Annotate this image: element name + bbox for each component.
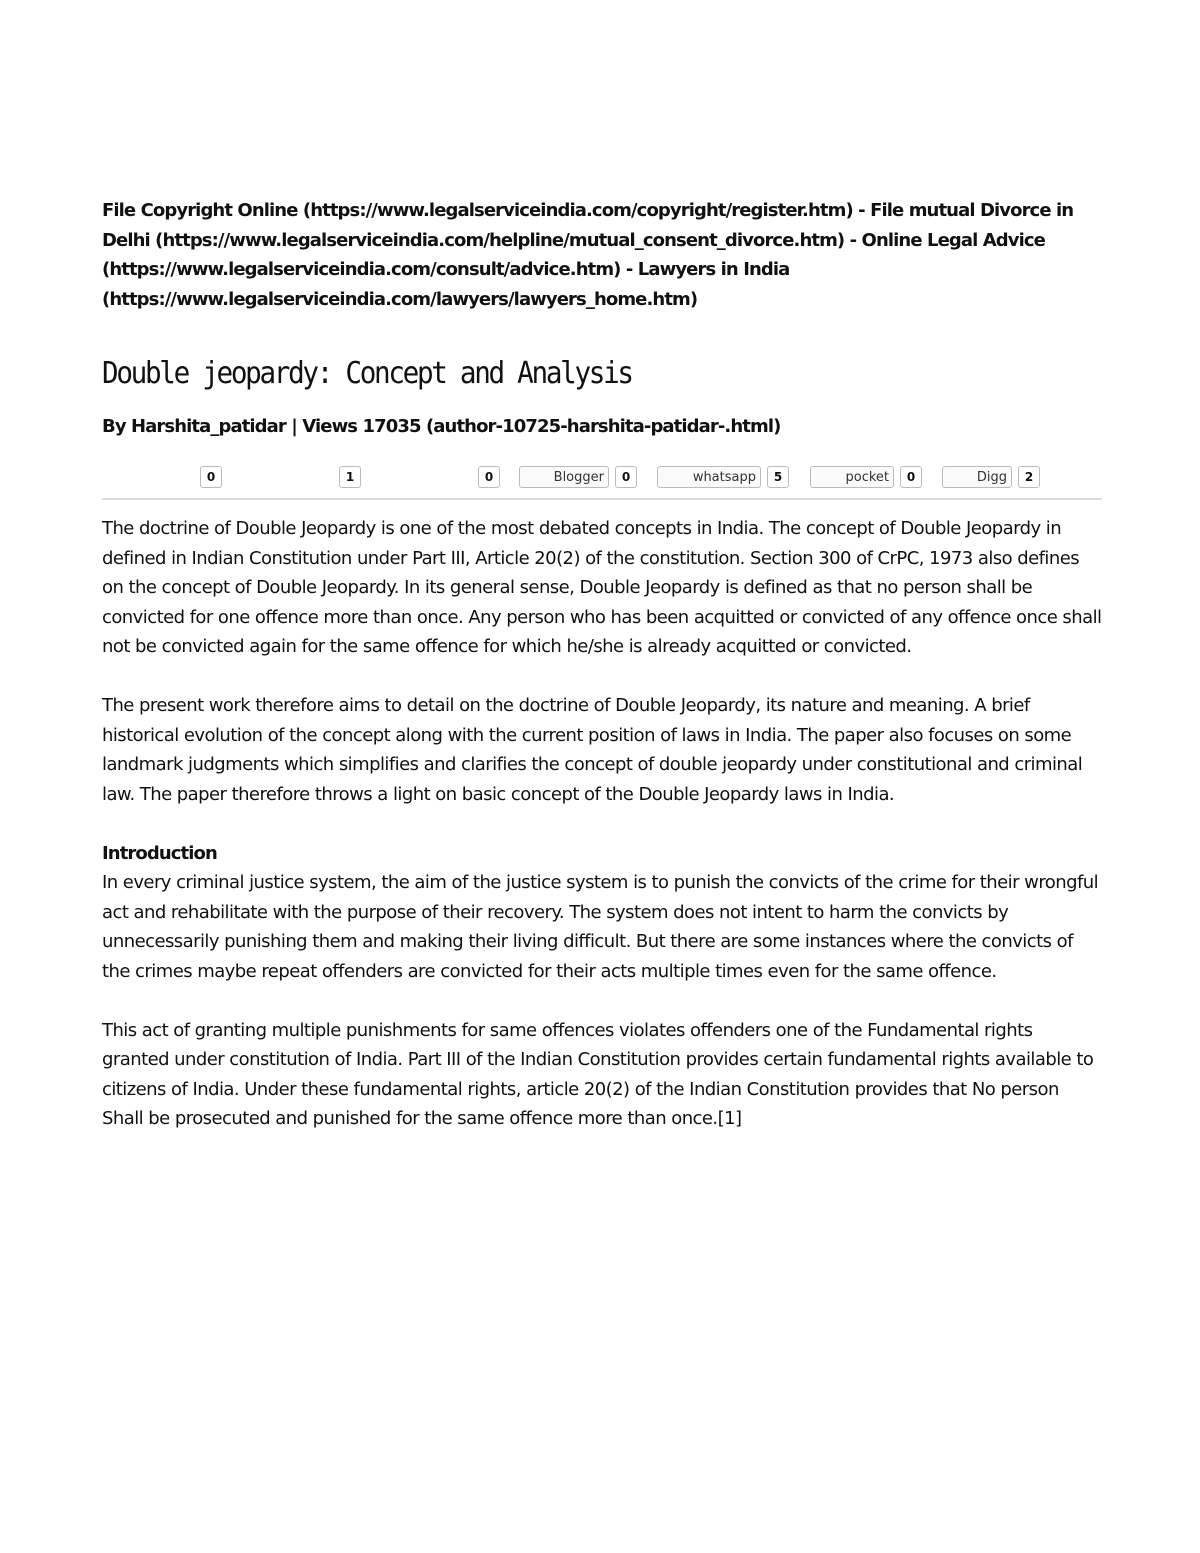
whatsapp-share-button[interactable]: whatsapp — [657, 466, 761, 488]
paragraph-abstract-2: The present work therefore aims to detail on the doctrine of Double Jeopardy, its nature and meaning. A brief historical evolution of the concept along with the current position of laws in India. The paper also focuses on some landmark judgments which simplifies and clarifies the concept of double jeopardy under constitutional and criminal law. The paper therefore throws a light on basic concept of the Double Jeopardy laws in India. — [102, 695, 1083, 805]
share-count: 0 — [615, 466, 637, 488]
pocket-share-button[interactable]: pocket — [810, 466, 894, 488]
byline[interactable]: By Harshita_patidar | Views 17035 (author-10725-harshita-patidar-.html) — [102, 416, 781, 437]
paragraph-intro-2: This act of granting multiple punishments for same offences violates offenders one of the Fundamental rights granted under constitution of India. Part III of the Indian Constitution provides certain fundamental rights available to citizens of India. Under these fundamental rights, article 20(2) of the Indian Constitution provides that No person Shall be prosecuted and punished for the same offence more than once.[1] — [102, 1019, 1094, 1129]
share-item-1[interactable] — [200, 466, 222, 488]
share-item-blogger[interactable] — [519, 466, 637, 488]
share-count: 1 — [339, 466, 361, 488]
share-item-whatsapp[interactable] — [657, 466, 789, 488]
share-item-digg[interactable] — [942, 466, 1040, 488]
share-item-pocket[interactable] — [810, 466, 922, 488]
article-body — [102, 514, 1102, 1134]
share-count: 2 — [1018, 466, 1040, 488]
paragraph-intro-1: In every criminal justice system, the aim of the justice system is to punish the convicts of the crime for their wrongful act and rehabilitate with the purpose of their recovery. The system does not intent to harm the convicts by unnecessarily punishing them and making their living difficult. But there are some instances where the convicts of the crimes maybe repeat offenders are convicted for their acts multiple times even for the same offence. — [102, 872, 1099, 982]
share-item-3[interactable] — [478, 466, 500, 488]
share-count: 5 — [767, 466, 789, 488]
top-links-text[interactable]: File Copyright Online (https://www.legalserviceindia.com/copyright/register.htm) - File mutual Divorce in Delhi (https://www.legalserviceindia.com/helpline/mutual_consent_divorce.htm) - Online Legal Advice (https://www.legalserviceindia.com/consult/advice.htm) - Lawyers in India (https://www.legalserviceindia.com/lawyers/lawyers_home.htm) — [102, 200, 1074, 310]
page-title: Double jeopardy: Concept and Analysis — [102, 356, 632, 391]
share-count: 0 — [900, 466, 922, 488]
share-item-2[interactable] — [339, 466, 361, 488]
blogger-share-button[interactable]: Blogger — [519, 466, 609, 488]
paragraph-abstract-1: The doctrine of Double Jeopardy is one of the most debated concepts in India. The concept of Double Jeopardy in defined in Indian Constitution under Part III, Article 20(2) of the constitution. Section 300 of CrPC, 1973 also defines on the concept of Double Jeopardy. In its general sense, Double Jeopardy is defined as that no person shall be convicted for one offence more than once. Any person who has been acquitted or convicted of any offence once shall not be convicted again for the same offence for which he/she is already acquitted or convicted. — [102, 518, 1102, 657]
share-bar — [102, 458, 1102, 500]
share-count: 0 — [200, 466, 222, 488]
heading-introduction: Introduction — [102, 842, 217, 864]
top-links[interactable] — [102, 196, 1102, 314]
digg-share-button[interactable]: Digg — [942, 466, 1012, 488]
page — [102, 196, 1102, 1163]
share-count: 0 — [478, 466, 500, 488]
